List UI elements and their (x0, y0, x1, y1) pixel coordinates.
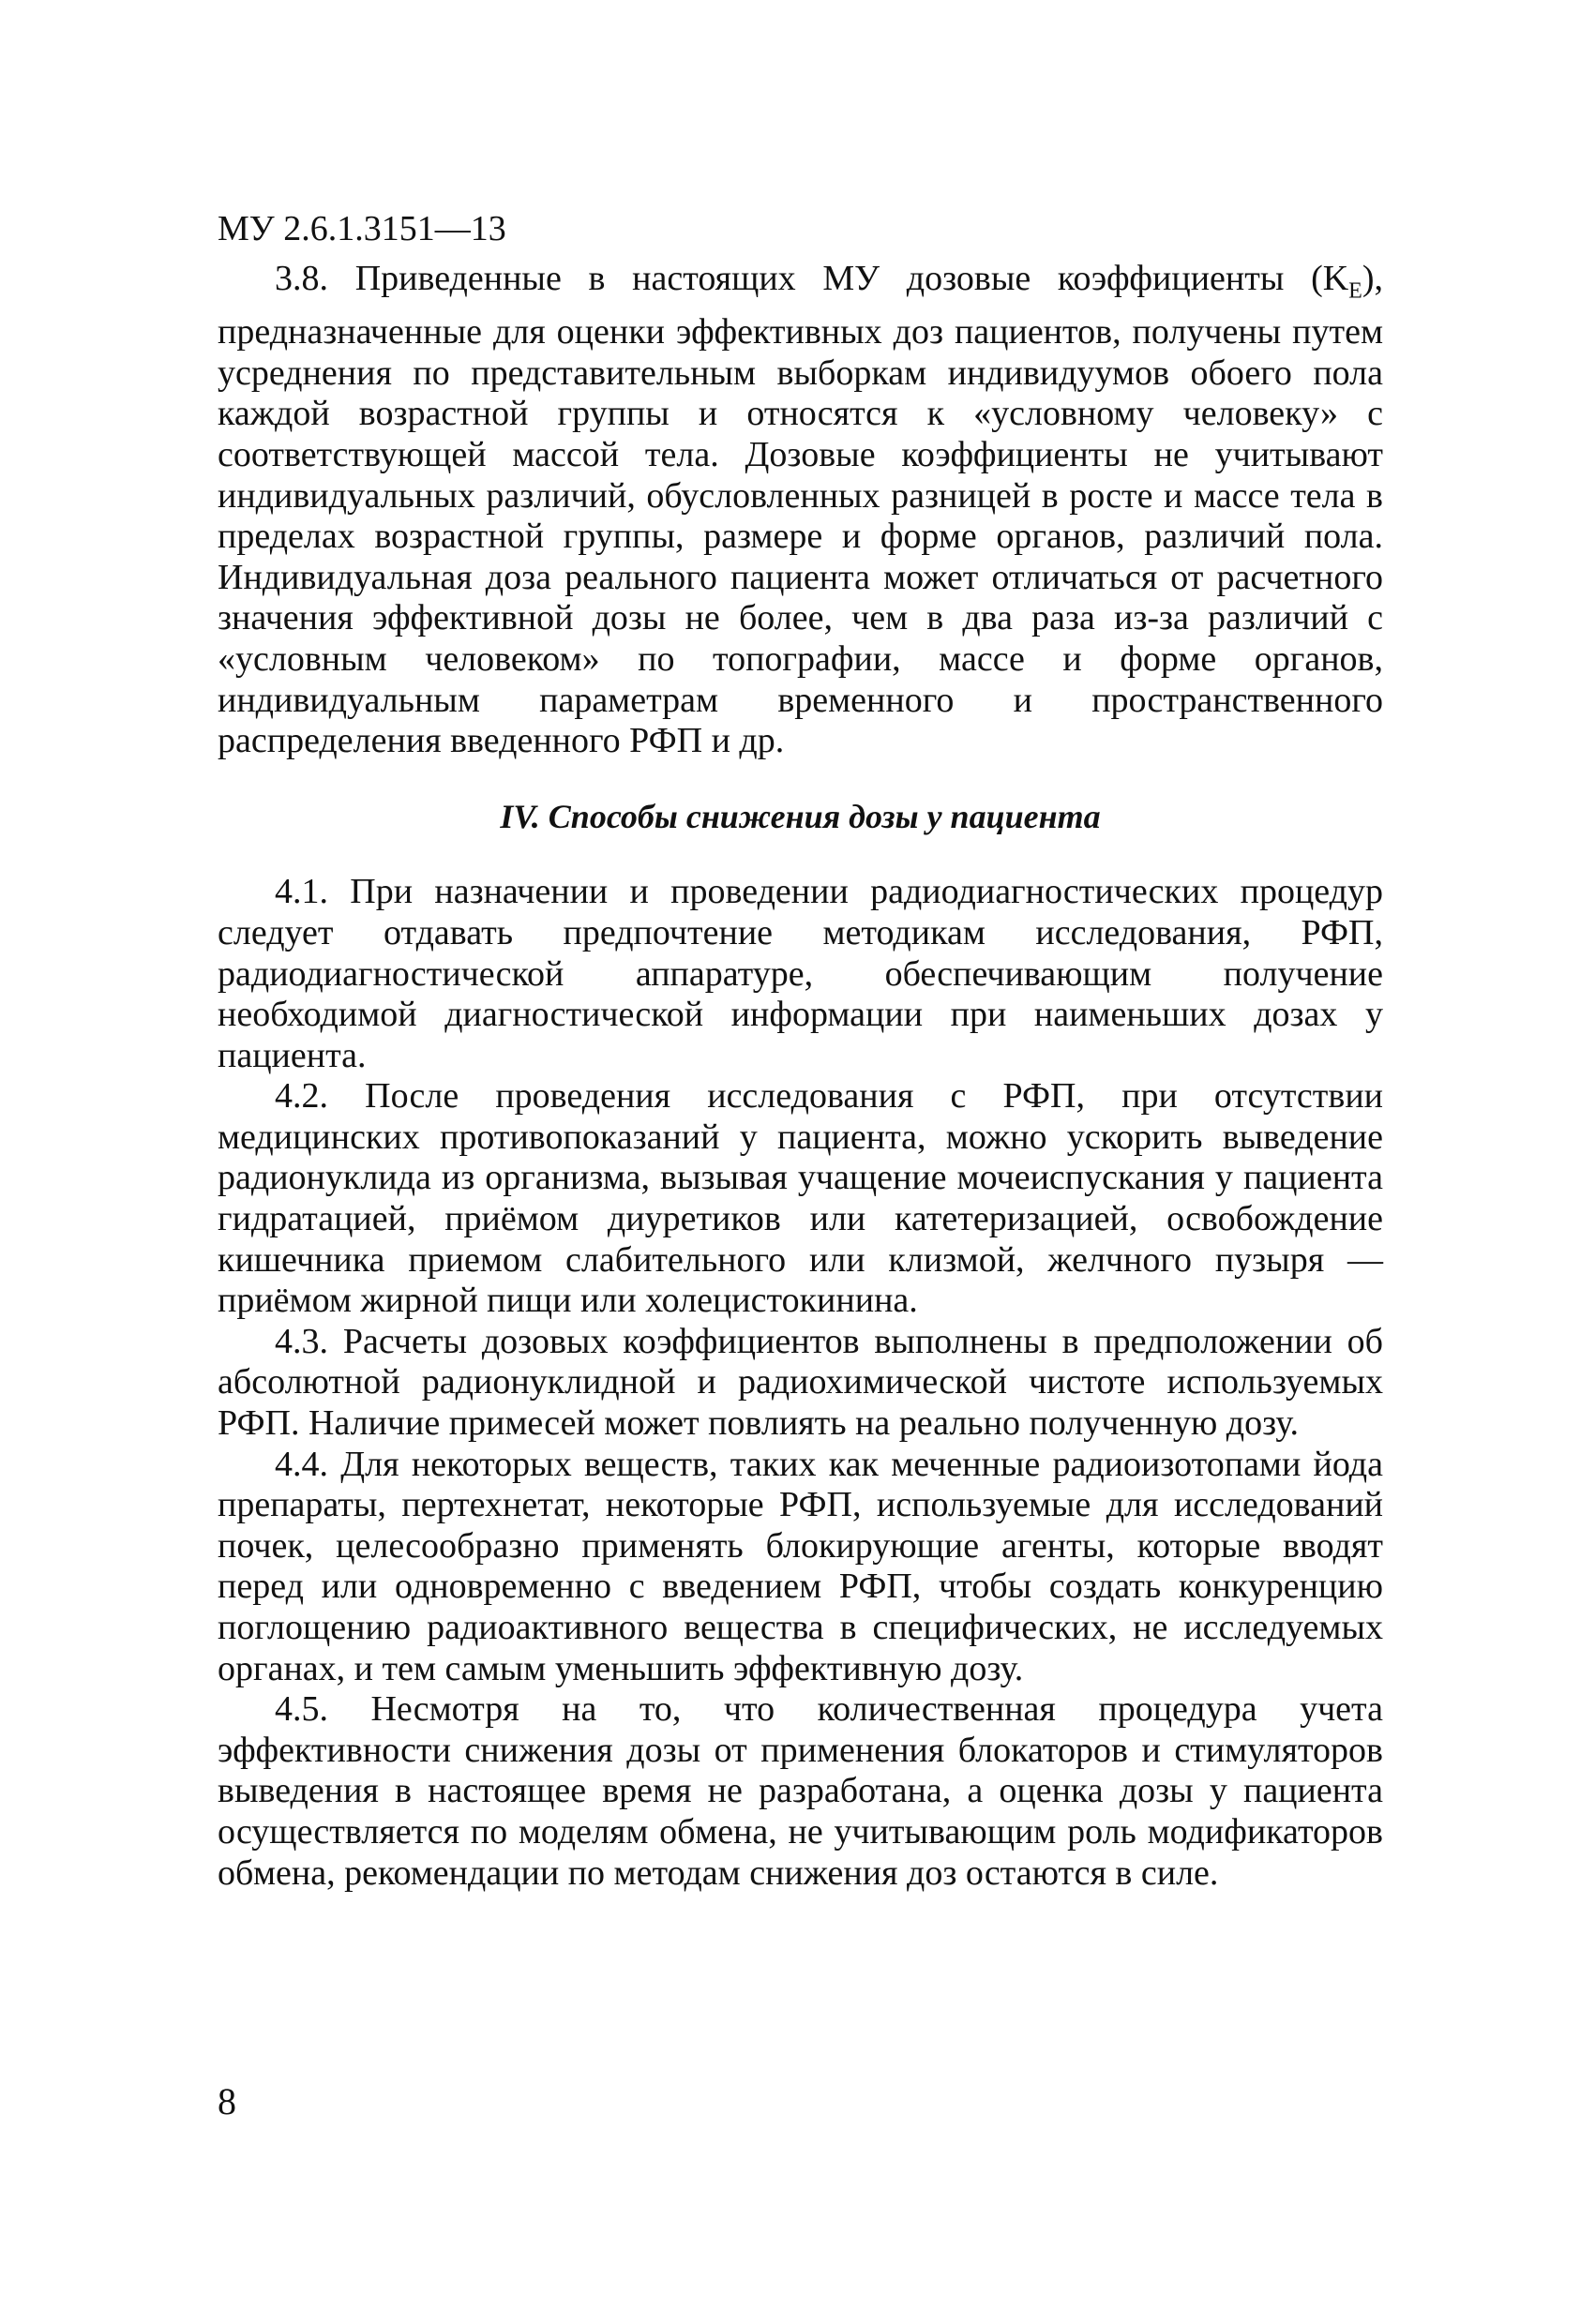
paragraph-3-8-start: 3.8. Приведенные в настоящих МУ дозовые коэффициенты (K (275, 259, 1349, 298)
paragraph-3-8-subscript: E (1348, 278, 1362, 304)
page-number: 8 (218, 2080, 236, 2122)
document-body (218, 259, 1383, 1894)
paragraph-4-1: 4.1. При назначении и проведении радиодиагностических процедур следует отдавать предпочтение методикам исследования, РФП, радиодиагностической аппаратуре, обеспечивающим получение необходимой диагностической информации при наименьших дозах у пациента. (218, 872, 1383, 1075)
paragraph-3-8-end: ), предназначенные для оценки эффективных доз пациентов, получены путем усреднения по представительным выборкам индивидуумов обоего пола каждой возрастной группы и относятся к «условному человеку» с соответствующей массой тела. Дозовые коэффициенты не учитывают индивидуальных различий, обусловленных разницей в росте и массе тела в пределах возрастной группы, размере и форме органов, различий пола. Индивидуальная доза реального пациента может отличаться от расчетного значения эффективной дозы не более, чем в два раза из-за различий с «условным человеком» по топографии, массе и форме органов, индивидуальным параметрам временного и пространственного распределения введенного РФП и др. (218, 259, 1383, 761)
paragraph-4-3: 4.3. Расчеты дозовых коэффициентов выполнены в предположении об абсолютной радионуклидной и радиохимической чистоте используемых РФП. Наличие примесей может повлиять на реально полученную дозу. (218, 1321, 1383, 1444)
paragraph-4-5: 4.5. Несмотря на то, что количественная процедура учета эффективности снижения дозы от применения блокаторов и стимуляторов выведения в настоящее время не разработана, а оценка дозы у пациента осуществляется по моделям обмена, не учитывающим роль модификаторов обмена, рекомендации по методам снижения доз остаются в силе. (218, 1689, 1383, 1893)
document-code-header: МУ 2.6.1.3151—13 (218, 209, 506, 248)
section-heading: IV. Способы снижения дозы у пациента (500, 797, 1101, 835)
paragraph-4-2: 4.2. После проведения исследования с РФП, при отсутствии медицинских противопоказаний у пациента, можно ускорить выведение радионуклида из организма, вызывая учащение мочеиспускания у пациента гидратацией, приёмом диуретиков или катетеризацией, освобождение кишечника приемом слабительного или клизмой, желчного пузыря — приёмом жирной пищи или холецистокинина. (218, 1076, 1383, 1321)
paragraph-4-4: 4.4. Для некоторых веществ, таких как меченные радиоизотопами йода препараты, пертехнетат, некоторые РФП, используемые для исследований почек, целесообразно применять блокирующие агенты, которые вводят перед или одновременно с введением РФП, чтобы создать конкуренцию поглощению радиоактивного вещества в специфических, не исследуемых органах, и тем самым уменьшить эффективную дозу. (218, 1444, 1383, 1688)
paragraph-3-8 (218, 259, 1383, 762)
